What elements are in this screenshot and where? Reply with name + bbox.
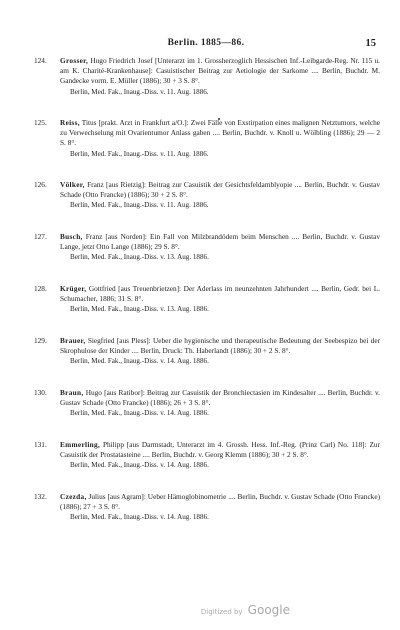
page-number: 15 [365, 38, 376, 49]
entry-125 [34, 118, 380, 180]
entry-citation [34, 440, 380, 460]
entry-number: 127. [34, 232, 47, 241]
entry-number: 131. [34, 440, 47, 449]
entry-131 [34, 440, 380, 492]
entry-citation [34, 118, 380, 149]
entry-author: Emmerling, [60, 440, 101, 449]
entry-text: Hugo Friedrich Josef [Unterarzt im 1. Grossherzoglich Hessischen Inf.-Leibgarde-Reg. Nr. 115 u. am K. Charité-Krankenhause]: Casuistischer Beitrag zur Aetiologie der Sarkome .... Berlin, Buchdr. M. Gandecke vorm. E. Müller (1886); 30 + 3 S. 8°. [60, 56, 381, 86]
entry-132 [34, 492, 380, 534]
entry-127 [34, 232, 380, 284]
entry-note: Berlin, Med. Fak., Inaug.-Diss. v. 13. Aug. 1886. [70, 253, 209, 262]
entry-number: 125. [34, 118, 47, 127]
entry-number: 124. [34, 56, 47, 65]
entry-number: 126. [34, 180, 47, 189]
entry-note: Berlin, Med. Fak., Inaug.-Diss. v. 11. Aug. 1886. [70, 87, 209, 96]
entry-note: Berlin, Med. Fak., Inaug.-Diss. v. 13. Aug. 1886. [70, 305, 209, 314]
entry-citation [34, 284, 380, 304]
entry-note: Berlin, Med. Fak., Inaug.-Diss. v. 14. Aug. 1886. [70, 357, 209, 366]
entry-text: Hugo [aus Ratibor]: Beitrag zur Casuistik der Bronchiectasien im Kindesalter .... Berlin, Buchdr. v. Gustav Schade (Otto Francke) (1886); 26 + 3 S. 8°. [60, 388, 381, 408]
entry-128 [34, 284, 380, 336]
entry-text: Franz [aus Rietzig]: Beitrag zur Casuistik der Gesichtsfeldamblyopie .... Berlin, Buchdr. v. Gustav Schade (Otto Francke) (1886); 30 + 2 S. 8°. [60, 180, 380, 200]
entry-text: Julius [aus Agram]: Ueber Hämoglobinometrie .... Berlin, Buchdr. v. Gustav Schade (Otto Francke) (1886); 27 + 3 S. 8°. [60, 492, 380, 512]
entry-author: Völker, [60, 180, 85, 189]
entry-author: Czezda, [60, 492, 87, 501]
watermark-brand: Google [247, 603, 290, 617]
entry-number: 129. [34, 336, 47, 345]
entry-note: Berlin, Med. Fak., Inaug.-Diss. v. 14. Aug. 1886. [70, 513, 209, 522]
entry-text: Siegfried [aus Pless]: Ueber die hygienische und therapeutische Bedeutung der Seebespizo bei der Skrophulose der Kinder .... Berlin, Druck: Th. Haberlandt (1886); 30 + 2 S. 8°. [60, 336, 380, 356]
entry-author: Busch, [60, 232, 83, 241]
entry-citation [34, 492, 380, 512]
entry-number: 132. [34, 492, 47, 501]
entry-124 [34, 56, 380, 118]
entry-author: Krüger, [60, 284, 87, 293]
entry-126 [34, 180, 380, 232]
entry-author: Grosser, [60, 56, 89, 65]
entry-citation [34, 56, 380, 87]
entry-author: Brauer, [60, 336, 86, 345]
entry-text: Titus [prakt. Arzt in Frankfurt a/O.]: Zwei Fälle von Exstirpation eines malignen Netztumors, welche zu Verwechselung mit Ovarientumor Anlass gaben .... Berlin, Buchdr. v. Knoll u. Wölbling (1886); 29 — 2 S. 8°. [60, 118, 380, 148]
entry-129 [34, 336, 380, 388]
entry-note: Berlin, Med. Fak., Inaug.-Diss. v. 11. Aug. 1886. [70, 149, 209, 158]
entry-note: Berlin, Med. Fak., Inaug.-Diss. v. 14. Aug. 1886. [70, 461, 209, 470]
entry-note: Berlin, Med. Fak., Inaug.-Diss. v. 11. Aug. 1886. [70, 201, 209, 210]
entry-130 [34, 388, 380, 440]
entry-citation [34, 180, 380, 200]
digitized-by-google-watermark [201, 599, 290, 618]
entry-author: Braun, [60, 388, 84, 397]
entry-text: Philipp [aus Darmstadt, Unterarzt im 4. Grossh. Hess. Inf.-Reg. (Prinz Carl) No. 118]: Zur Casuistik der Prostatasteine .... Berlin, Buchdr. v. Georg Klemm (1886); 30 + 2 S. 8°. [60, 440, 380, 460]
watermark-prefix: Digitized by [200, 608, 243, 616]
running-title: Berlin. 1885—86. [167, 38, 245, 48]
entry-author: Reiss, [60, 118, 80, 127]
entry-note: Berlin, Med. Fak., Inaug.-Diss. v. 14. Aug. 1886. [70, 409, 209, 418]
entry-citation [34, 388, 380, 408]
entry-citation [34, 232, 380, 252]
entry-number: 128. [34, 284, 47, 293]
entry-text: Gottfried [aus Treuenbrietzen]: Der Aderlass im neunzehnten Jahrhundert .... Berlin, Gedr. bei L. Schumacher, 1886; 31 S. 8°. [60, 284, 380, 304]
bibliography-list [34, 56, 380, 534]
entry-number: 130. [34, 388, 47, 397]
entry-text: Franz [aus Norden]: Ein Fall von Milzbrandödem beim Menschen .... Berlin, Buchdr. v. Gustav Lange, jetzt Otto Lange (1886); 29 S. 8°. [60, 232, 380, 252]
entry-citation [34, 336, 380, 356]
page-header [36, 38, 376, 52]
